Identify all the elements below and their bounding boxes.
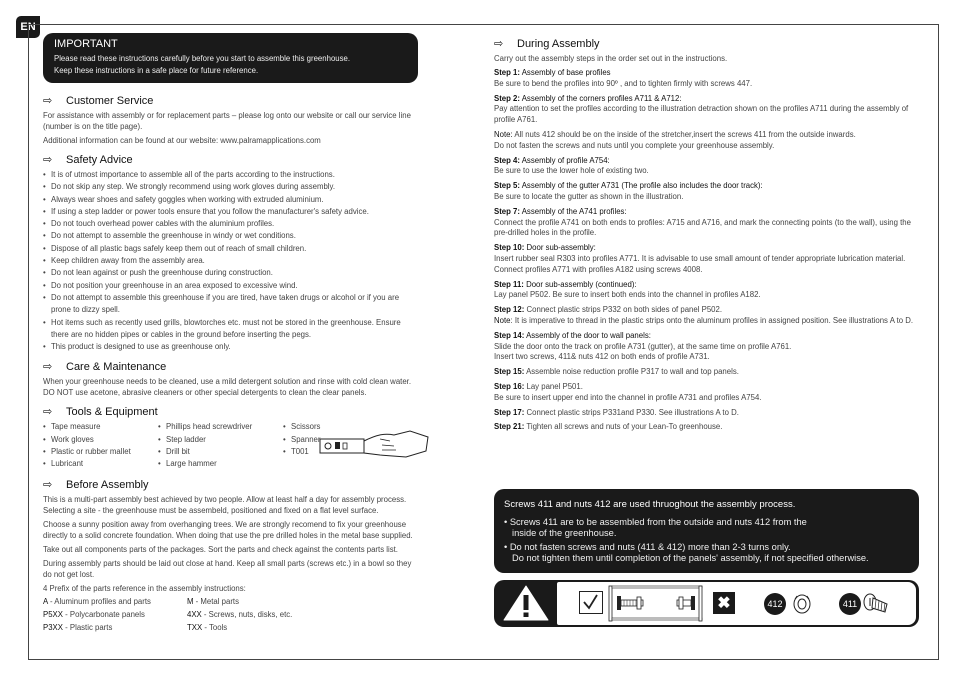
section-title-customer-service [43, 94, 418, 107]
language-label: EN [20, 21, 36, 33]
tools-column [43, 421, 158, 471]
step-label: Step 10: [494, 243, 525, 253]
important-line: Keep these instructions in a safe place for future reference. [54, 66, 259, 75]
prefix-code: A [43, 597, 48, 607]
step-text: Be sure to insert upper end into the channel in profile A731 and profiles A754. [494, 392, 762, 402]
safety-list [43, 169, 418, 353]
customer-service-text: For assistance with assembly or for replacement parts – please log onto our website or call our service line (number is on the title page). [43, 111, 411, 131]
step-5 [494, 181, 919, 203]
step-12 [494, 305, 919, 327]
prefix-desc: - Metal parts [193, 597, 239, 607]
step-2 [494, 94, 919, 126]
step-label: Step 2: [494, 93, 520, 103]
section-title-text: Care & Maintenance [66, 360, 167, 373]
section-title-during-assembly [494, 37, 919, 50]
list-item: • Work gloves [43, 434, 158, 446]
step-1 [494, 68, 919, 90]
list-item: • Do not lean against or push the greenhouse during construction. [43, 267, 418, 279]
before-text: During assembly parts should be laid out close at hand. Keep all small parts (screws etc.) in a bowl so they do not get lost. [43, 559, 412, 580]
step-subtitle: Assembly of the A741 profiles: [520, 206, 627, 216]
list-item: • Scissors [283, 421, 353, 433]
list-item: • Always wear shoes and safety goggles when working with extruded aluminium. [43, 194, 418, 206]
step-text: Be sure to use the lower hole of existing two. [494, 166, 649, 176]
step-label: Step 21: [494, 422, 525, 432]
list-item: • Do not position your greenhouse in an area exposed to excessive wind. [43, 280, 418, 292]
prefix-code: P5XX [43, 610, 63, 620]
list-item: • Phillips head screwdriver [158, 421, 283, 433]
section-title-text: Tools & Equipment [66, 405, 158, 418]
arrow-right-icon: ⇨ [43, 361, 53, 374]
screw-code-badge [839, 593, 861, 615]
list-item: • Do not touch overhead power cables with the aluminium profiles. [43, 218, 418, 230]
section-title-safety [43, 153, 418, 166]
before-text: Choose a sunny position away from overhanging trees. We are strongly recomend to fix your greenhouse directly to a solid concrete foundation. When doing that use the pre drilled holes in the metal base supplied. [43, 520, 413, 541]
section-title-text: Safety Advice [66, 153, 133, 166]
list-item: • Dispose of all plastic bags safely keep them out of reach of small children. [43, 243, 418, 255]
step-label: Step 11: [494, 279, 524, 289]
arrow-right-icon: ⇨ [43, 479, 53, 492]
list-item: • Do not attempt to assemble this greenhouse if you are tired, have taken drugs or alcohol or if you are prone to dizzy spell. [43, 292, 418, 317]
step-text: Assemble noise reduction profile P317 to wall and top panels. [524, 367, 739, 377]
step-subtitle: Door sub-assembly (continued): [523, 279, 637, 289]
screw-icon [863, 592, 889, 616]
tools-column [158, 421, 283, 471]
list-item: • Drill bit [158, 446, 283, 458]
prefix-code: 4XX [187, 610, 202, 620]
list-item: • Plastic or rubber mallet [43, 446, 158, 458]
x-icon: ✖ [713, 592, 735, 614]
step-subtitle: Assembly of the gutter A731 (The profile also includes the door track): [520, 181, 763, 191]
prefix-code: P3XX [43, 623, 63, 633]
note-label: Note [494, 315, 511, 325]
screws-note-title: Screws 411 and nuts 412 are used thruoghout the assembly process. [504, 499, 796, 510]
step-text: Insert rubber seal R303 into profiles A771. It is advisable to use small amount of tender appropriate lubrication material. Connect profiles A771 with profiles A182 using screws 4008. [494, 253, 906, 274]
list-item: • T001 [283, 446, 353, 458]
step-text: Tighten all screws and nuts of your Lean-To greenhouse. [524, 422, 723, 432]
step-11 [494, 280, 919, 302]
prefix-item [43, 609, 187, 622]
prefix-code: TXX [187, 623, 203, 633]
before-text: Take out all components parts of the packages. Sort the parts and check against the contents parts list. [43, 545, 398, 555]
warning-triangle-icon [502, 584, 550, 622]
step-label: Step 1: [494, 68, 520, 77]
prefix-desc: - Screws, nuts, disks, etc. [201, 610, 293, 620]
step-text: Slide the door onto the track on profile A731 (gutter), at the same time on profile A761. [494, 341, 792, 351]
step-label: Step 15: [494, 367, 525, 377]
prefix-item [187, 622, 337, 635]
before-text: 4 Prefix of the parts reference in the assembly instructions: [43, 584, 246, 594]
screw-code: 411 [842, 599, 858, 609]
step-subtitle: Assembly of profile A754: [520, 155, 610, 165]
list-item: • Keep children away from the assembly area. [43, 255, 418, 267]
note-text: All nuts 412 should be on the inside of the stretcher,insert the screws 411 from the outside inwards. [512, 129, 856, 139]
right-column [494, 33, 919, 433]
important-box [43, 33, 418, 83]
step-subtitle: Door sub-assembly: [524, 243, 596, 253]
step-text: Insert two screws, 411& nuts 412 on both ends of profile A731. [494, 352, 710, 362]
section-title-tools [43, 405, 418, 418]
list-item: • If using a step ladder or power tools ensure that you follow the manufacturer's safety advice. [43, 206, 418, 218]
step-text: Be sure to bend the profiles into 90º , and to tighten firmly with screws 447. [494, 78, 753, 88]
step-text: Pay attention to set the profiles according to the illustration detraction shown on the profiles A711 during the assembly of profile A761. [494, 104, 909, 125]
important-title: IMPORTANT [54, 38, 118, 50]
list-item: • It is of utmost importance to assemble all of the parts according to the instructions. [43, 169, 418, 181]
prefix-desc: - Plastic parts [62, 623, 113, 633]
prefix-list [43, 596, 418, 634]
step-label: Step 7: [494, 206, 520, 216]
important-line: Please read these instructions carefully before you start to assemble this greenhouse. [54, 54, 351, 63]
step-text: Be sure to locate the gutter as shown in the illustration. [494, 191, 684, 201]
nut-icon [792, 593, 812, 615]
tools-list [43, 421, 418, 471]
list-item: • Hot items such as recently used grills, blowtorches etc. must not be stored in the greenhouse. Ensure there are no hidden pipes or cables in the ground before inserting the pegs. [43, 317, 418, 342]
prefix-desc: - Aluminum profiles and parts [47, 597, 151, 607]
list-item: • Lubricant [43, 458, 158, 470]
step-4 [494, 156, 919, 178]
screws-note-line: Do not tighten them until completion of the panels' assembly, if not specified otherwise. [512, 553, 869, 563]
step-text: Connect the profile A741 on both ends to profiles: A715 and A716, and mark the connecting points (to the wall), using the pre-drilled holes in the profile. [494, 217, 911, 238]
section-title-care [43, 360, 418, 373]
list-item: • Do not attempt to assemble the greenhouse in windy or wet conditions. [43, 230, 418, 242]
section-title-text: Customer Service [66, 94, 154, 107]
step-16 [494, 382, 919, 404]
screws-note-line: • Do not fasten screws and nuts (411 & 412) more than 2-3 turns only. [504, 542, 791, 552]
note-label: Note: [494, 129, 513, 139]
care-text: When your greenhouse needs to be cleaned, use a mild detergent solution and rinse with cold clean water. DO NOT use acetone, abrasive cleaners or other special detergents to clean the clear panels. [43, 377, 411, 398]
note-text: : It is imperative to thread in the plastic strips onto the aluminum profiles in assigned position. See illustrations A to D. [510, 315, 914, 325]
screws-note-box [494, 489, 919, 573]
list-item: • This product is designed to use as greenhouse only. [43, 341, 418, 353]
arrow-right-icon: ⇨ [43, 154, 53, 166]
step-subtitle: Connect plastic strips P332 on both sides of panel P502. [524, 305, 722, 315]
prefix-code: M [187, 597, 194, 607]
step-7 [494, 207, 919, 239]
step-label: Step 16: [494, 381, 525, 391]
step-subtitle: Assembly of base profiles [520, 68, 611, 77]
prefix-item [187, 596, 337, 609]
step-subtitle: Assembly of the door to wall panels: [524, 330, 651, 340]
prefix-item [43, 596, 187, 609]
step-subtitle: Lay panel P501. [524, 381, 583, 391]
screws-note-line: inside of the greenhouse. [512, 528, 617, 538]
step-label: Step 17: [494, 407, 525, 417]
customer-service-website: Additional information can be found at our website: www.palramapplications.com [43, 136, 321, 145]
checkmark-icon [579, 591, 603, 614]
arrow-right-icon: ⇨ [43, 95, 53, 107]
step-subtitle: Assembly of the corners profiles A711 & A712: [520, 93, 682, 103]
step-10 [494, 243, 919, 275]
list-item: • Large hammer [158, 458, 283, 470]
arrow-right-icon: ⇨ [43, 406, 53, 419]
section-title-text: During Assembly [517, 37, 600, 50]
step-text: Connect plastic strips P331and P330. See illustrations A to D. [524, 407, 739, 417]
section-title-before-assembly [43, 478, 418, 491]
nut-code: 412 [767, 599, 783, 609]
screws-note-line: • Screws 411 are to be assembled from the outside and nuts 412 from the [504, 517, 807, 527]
step-text: Lay panel P502. Be sure to insert both ends into the channel in profiles A182. [494, 290, 761, 300]
arrow-right-icon: ⇨ [494, 38, 504, 50]
screw-nut-diagram-icon [607, 582, 707, 625]
warning-bar [494, 580, 919, 627]
section-title-text: Before Assembly [66, 478, 149, 491]
step-label: Step 14: [494, 330, 525, 340]
note-text: Do not fasten the screws and nuts until you complete your greenhouse assembly. [494, 140, 775, 150]
before-text: This is a multi-part assembly best achieved by two people. Allow at least half a day for assembly process. Selecting a site - the greenhouse must be assembeld, positioned and fixed on a flat level surface. [43, 495, 407, 516]
step-label: Step 12: [494, 305, 525, 315]
step-label: Step 4: [494, 155, 520, 165]
hand-tool-icon [318, 429, 430, 461]
prefix-item [43, 622, 187, 635]
list-item: • Do not skip any step. We strongly recommend using work gloves during assembly. [43, 181, 418, 193]
warning-illustration-panel [557, 582, 916, 625]
list-item: • Spanner [283, 434, 353, 446]
step-15 [494, 367, 919, 378]
during-intro: Carry out the assembly steps in the order set out in the instructions. [494, 54, 728, 63]
step-label: Step 5: [494, 181, 520, 191]
list-item: • Step ladder [158, 434, 283, 446]
list-item: • Tape measure [43, 421, 158, 433]
left-column [43, 33, 418, 635]
step-21 [494, 422, 919, 433]
step-14 [494, 331, 919, 363]
step-2-note [494, 130, 919, 152]
prefix-desc: - Polycarbonate panels [62, 610, 145, 620]
step-17 [494, 408, 919, 419]
prefix-item [187, 609, 337, 622]
prefix-desc: - Tools [202, 623, 228, 633]
nut-code-badge [764, 593, 786, 615]
